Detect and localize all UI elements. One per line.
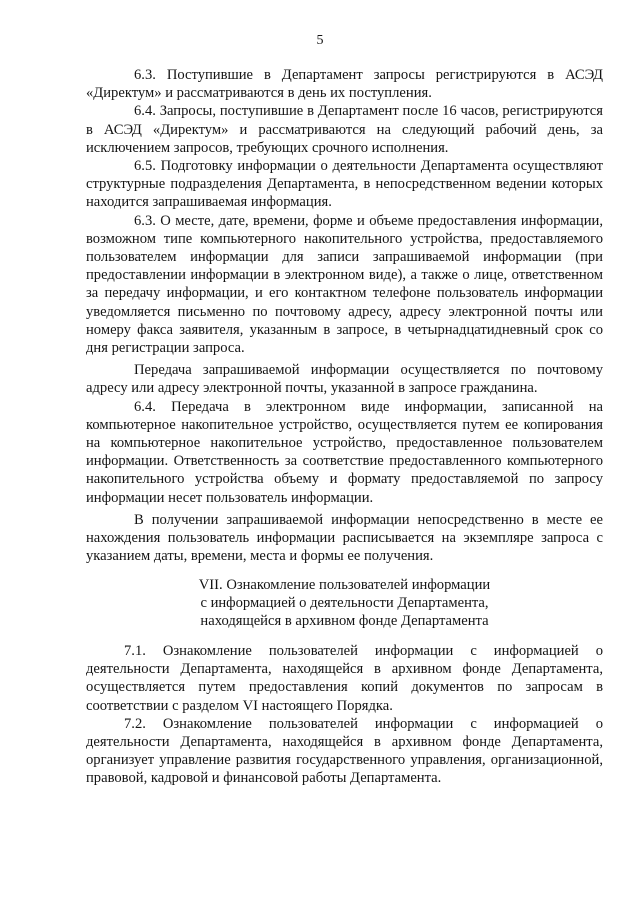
paragraph-receipt-signature: В получении запрашиваемой информации непосредственно в месте ее нахождения пользователь информации расписывается на экземпляре запроса с указанием даты, времени, места и формы ее получения. <box>86 511 603 565</box>
paragraph-7-2: 7.2. Ознакомление пользователей информации с информацией о деятельности Департамента, находящейся в архивном фонде Департамента, организует управление развития государственного управления, организационной, правовой, кадровой и финансовой работы Департамента. <box>86 715 603 787</box>
paragraph-6-4-after-hours: 6.4. Запросы, поступившие в Департамент после 16 часов, регистрируются в АСЭД «Директум» и рассматриваются на следующий рабочий день, за исключением запросов, требующих срочного исполнения. <box>86 103 603 156</box>
paragraph-7-1: 7.1. Ознакомление пользователей информации с информацией о деятельности Департамента, находящейся в архивном фонде Департамента, осуществляется путем предоставления копий документов по запросам в соответствии с разделом VI настоящего Порядка. <box>86 643 603 714</box>
page-number: 5 <box>316 33 324 48</box>
section-vii-body <box>86 642 603 788</box>
section-vii-title <box>86 576 603 631</box>
paragraph-6-3-notification: 6.3. О месте, дате, времени, форме и объеме предоставления информации, возможном типе компьютерного накопительного устройства, предоставляемого пользователем информации для записи запрашиваемой информации (при предоставлении информации в электронном виде), а также о лице, ответственном за передачу информации, и его контактном телефоне пользователь информации уведомляется письменно по почтовому адресу, адресу электронной почты или номеру факса заявителя, указанным в запросе, в четырнадцатидневный срок со дня регистрации запроса. <box>86 212 603 357</box>
paragraph-transfer: Передача запрашиваемой информации осуществляется по почтовому адресу или адресу электронной почты, указанной в запросе гражданина. <box>86 362 603 397</box>
section-title-line: находящейся в архивном фонде Департамента <box>200 613 489 630</box>
paragraph-6-3-registration: 6.3. Поступившие в Департамент запросы регистрируются в АСЭД «Директум» и рассматриваются в день их поступления. <box>86 67 603 102</box>
paragraph-6-4-electronic-transfer: 6.4. Передача в электронном виде информации, записанной на компьютерное накопительное устройство, осуществляется путем ее копирования на компьютерное накопительное устройство, предоставленное пользователем информации. Ответственность за соответствие предоставленного компьютерного накопительного устройства объему и формату предоставляемой по запросу информации несет пользователь информации. <box>86 398 603 506</box>
main-text-block <box>86 66 603 565</box>
section-title-line: с информацией о деятельности Департамента, <box>200 595 489 612</box>
paragraph-6-5-preparation: 6.5. Подготовку информации о деятельности Департамента осуществляют структурные подразделения Департамента, в непосредственном ведении которых находится запрашиваемая информация. <box>86 158 603 211</box>
section-title-line: VII. Ознакомление пользователей информации <box>198 577 491 593</box>
